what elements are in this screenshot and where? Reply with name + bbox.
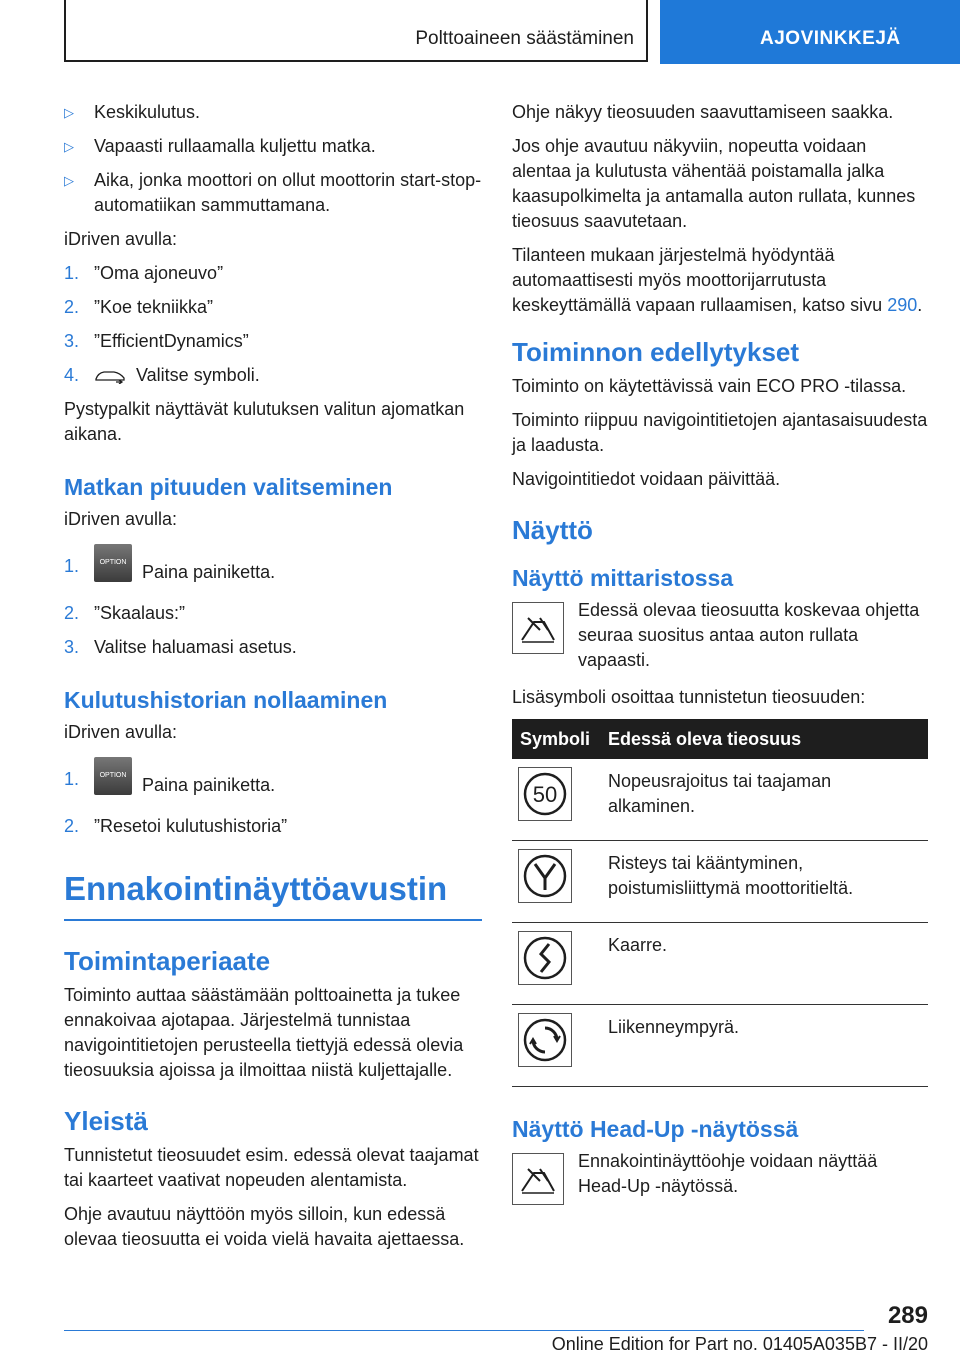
paragraph: Toiminto on käytettävissä vain ECO PRO -tilassa. [512, 376, 907, 396]
heading-hud: Näyttö Head-Up -näytössä [512, 1116, 799, 1142]
coasting-road-icon [512, 602, 564, 654]
table-row: Liikenneympyrä. [512, 1005, 928, 1087]
table-row: Risteys tai kääntyminen, poistumisliittymä moottoritieltä. [512, 841, 928, 923]
table-row: 50 Nopeusrajoitus tai taajaman alkaminen. [512, 759, 928, 841]
chapter-tab[interactable]: AJOVINKKEJÄ [660, 0, 960, 64]
step-item: 2. ”Koe tekniikka” [64, 297, 214, 317]
coasting-road-icon [512, 1153, 564, 1205]
paragraph: Tilanteen mukaan järjestelmä hyödyntää automaattisesti myös moottorijarrutusta keskeyttämällä vapaan rullaamisen, katso sivu 290. [512, 245, 923, 315]
footer-divider [64, 1330, 864, 1331]
idrive-label: iDriven avulla: [64, 509, 178, 529]
step-item: 2. ”Skaalaus:” [64, 603, 186, 623]
list-item: ▷ Aika, jonka moottori on ollut moottorin start-stop-automatiikan sammuttamana. [64, 170, 482, 215]
table-header-row [512, 719, 928, 759]
heading-reset-history: Kulutushistorian nollaaminen [64, 687, 388, 713]
table-header-symbol: Symboli [512, 719, 600, 759]
heading-principle: Toimintaperiaate [64, 946, 271, 976]
paragraph: Pystypalkit näyttävät kulutuksen valitun ajomatkan aikana. [64, 399, 465, 444]
step-item: 1. OPTION Paina painiketta. [64, 767, 482, 805]
idrive-label: iDriven avulla: [64, 722, 178, 742]
step-item: 1. ”Oma ajoneuvo” [64, 263, 224, 283]
cluster-info [512, 598, 928, 673]
right-column [512, 100, 928, 1217]
heading-main: Ennakointinäyttöavustin [64, 869, 482, 921]
symbol-table [512, 719, 928, 1087]
table-header-section: Edessä oleva tieosuus [600, 719, 928, 759]
paragraph: Lisäsymboli osoittaa tunnistetun tieosuuden: [512, 687, 866, 707]
heading-cluster: Näyttö mittaristossa [512, 565, 734, 591]
step-item: 4. Valitse symboli. [64, 365, 260, 385]
hud-info [512, 1149, 928, 1205]
triangle-bullet-icon: ▷ [64, 105, 74, 120]
car-coasting-icon [94, 368, 128, 384]
junction-icon [518, 849, 572, 903]
heading-trip-length: Matkan pituuden valitseminen [64, 474, 393, 500]
step-item: 3. ”EfficientDynamics” [64, 331, 249, 351]
heading-display: Näyttö [512, 515, 593, 545]
curve-icon [518, 931, 572, 985]
triangle-bullet-icon: ▷ [64, 139, 74, 154]
svg-text:50: 50 [532, 782, 558, 807]
heading-general: Yleistä [64, 1106, 148, 1136]
option-button-icon: OPTION [94, 757, 132, 795]
paragraph: Toiminto riippuu navigointitietojen ajantasaisuudesta ja laadusta. [512, 410, 928, 455]
paragraph: Toiminto auttaa säästämään polttoainetta ja tukee ennakoivaa ajotapaa. Järjestelmä tunnistaa navigointitietojen perusteella tiettyjä edessä olevia tieosuuksia ajoissa ja ilmoittaa niistä kuljettajalle. [64, 985, 464, 1080]
page-number: 289 [887, 1302, 928, 1329]
left-column [64, 100, 482, 1261]
heading-requirements: Toiminnon edellytykset [512, 337, 800, 367]
hud-text: Ennakointinäyttöohje voidaan näyttää Head-Up -näytössä. [578, 1151, 878, 1196]
section-title: Polttoaineen säästäminen [415, 28, 634, 49]
paragraph: Tunnistetut tieosuudet esim. edessä olevat taajamat tai kaarteet vaativat nopeuden alentamista. [64, 1145, 479, 1190]
step-item: 2. ”Resetoi kulutushistoria” [64, 816, 288, 836]
header-section-box [64, 0, 648, 62]
table-row: Kaarre. [512, 923, 928, 1005]
speed-limit-icon [518, 767, 572, 821]
page-header [0, 0, 960, 66]
option-button-icon: OPTION [94, 544, 132, 582]
step-item: 1. OPTION Paina painiketta. [64, 554, 482, 592]
paragraph: Jos ohje avautuu näkyviin, nopeutta voidaan alentaa ja kulutusta vähentää poistamalla jalka kaasupolkimelta ja antamalla auton rullata, kunnes tieosuus saavutetaan. [512, 136, 916, 231]
triangle-bullet-icon: ▷ [64, 173, 74, 188]
list-item: ▷ Keskikulutus. [64, 100, 482, 125]
paragraph: Ohje näkyy tieosuuden saavuttamiseen saakka. [512, 102, 894, 122]
page-link[interactable]: 290 [887, 295, 918, 315]
edition-text: Online Edition for Part no. 01405A035B7 - II/20 [551, 1334, 928, 1354]
paragraph: Navigointitiedot voidaan päivittää. [512, 469, 781, 489]
step-item: 3. Valitse haluamasi asetus. [64, 637, 297, 657]
roundabout-icon [518, 1013, 572, 1067]
paragraph: Ohje avautuu näyttöön myös silloin, kun edessä olevaa tieosuutta ei voida vielä havaita ajettaessa. [64, 1204, 465, 1249]
cluster-text: Edessä olevaa tieosuutta koskevaa ohjetta seuraa suositus antaa auton rullata vapaasti. [578, 600, 920, 670]
idrive-label: iDriven avulla: [64, 229, 178, 249]
list-item: ▷ Vapaasti rullaamalla kuljettu matka. [64, 134, 482, 159]
